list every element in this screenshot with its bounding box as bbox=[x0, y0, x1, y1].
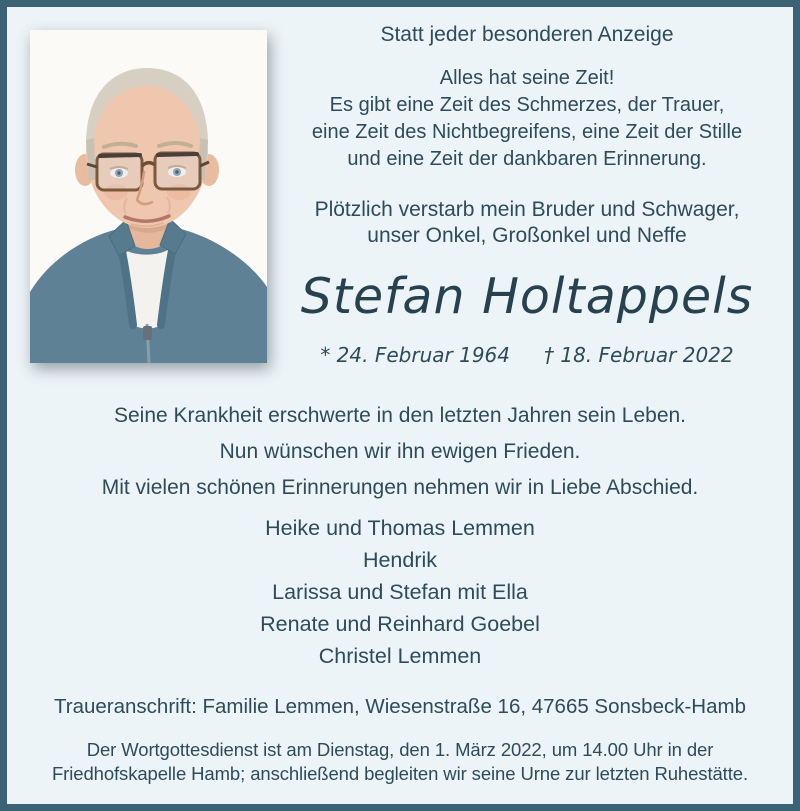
deceased-name: Stefan Holtappels bbox=[300, 268, 754, 325]
farewell-line: Mit vielen schönen Erinnerungen nehmen wir in Liebe Abschied. bbox=[101, 476, 699, 499]
tribute-line: Seine Krankheit erschwerte in den letzten Jahren sein Leben. bbox=[113, 404, 687, 427]
life-dates bbox=[265, 341, 789, 369]
mourner-name: Christel Lemmen bbox=[318, 644, 482, 668]
birth-date: * 24. Februar 1964 bbox=[320, 343, 510, 367]
mourners-list bbox=[7, 512, 793, 672]
service-line: Der Wortgottesdienst ist am Dienstag, den 1. März 2022, um 14.00 Uhr in der bbox=[86, 739, 714, 760]
mourner-name: Renate und Reinhard Goebel bbox=[260, 612, 540, 636]
poem-line: Es gibt eine Zeit des Schmerzes, der Trauer, bbox=[329, 94, 725, 116]
poem-line: Alles hat seine Zeit! bbox=[439, 67, 615, 89]
announcement-line: unser Onkel, Großonkel und Neffe bbox=[367, 224, 687, 247]
death-announcement bbox=[265, 197, 789, 249]
opening-line: Statt jeder besonderen Anzeige bbox=[380, 23, 674, 46]
death-date: † 18. Februar 2022 bbox=[544, 343, 734, 367]
mourner-name: Heike und Thomas Lemmen bbox=[265, 516, 535, 540]
poem-line: eine Zeit des Nichtbegreifens, eine Zeit der Stille bbox=[311, 121, 743, 143]
service-line: Friedhofskapelle Hamb; anschließend begleiten wir seine Urne zur letzten Ruhestätte. bbox=[51, 763, 748, 784]
poem-line: und eine Zeit der dankbaren Erinnerung. bbox=[347, 148, 707, 170]
portrait-photo bbox=[30, 30, 267, 363]
service-info bbox=[7, 738, 793, 786]
mourner-name: Hendrik bbox=[362, 548, 438, 572]
announcement-line: Plötzlich verstarb mein Bruder und Schwager, bbox=[314, 198, 740, 221]
portrait-sketch bbox=[30, 30, 267, 363]
tribute bbox=[7, 398, 793, 470]
tribute-line: Nun wünschen wir ihn ewigen Frieden. bbox=[219, 440, 581, 463]
notice-header-column bbox=[265, 7, 789, 397]
mourner-name: Larissa und Stefan mit Ella bbox=[272, 580, 528, 604]
mourning-address: Traueranschrift: Familie Lemmen, Wiesenstraße 16, 47665 Sonsbeck-Hamb bbox=[54, 695, 746, 718]
poem bbox=[265, 65, 789, 173]
